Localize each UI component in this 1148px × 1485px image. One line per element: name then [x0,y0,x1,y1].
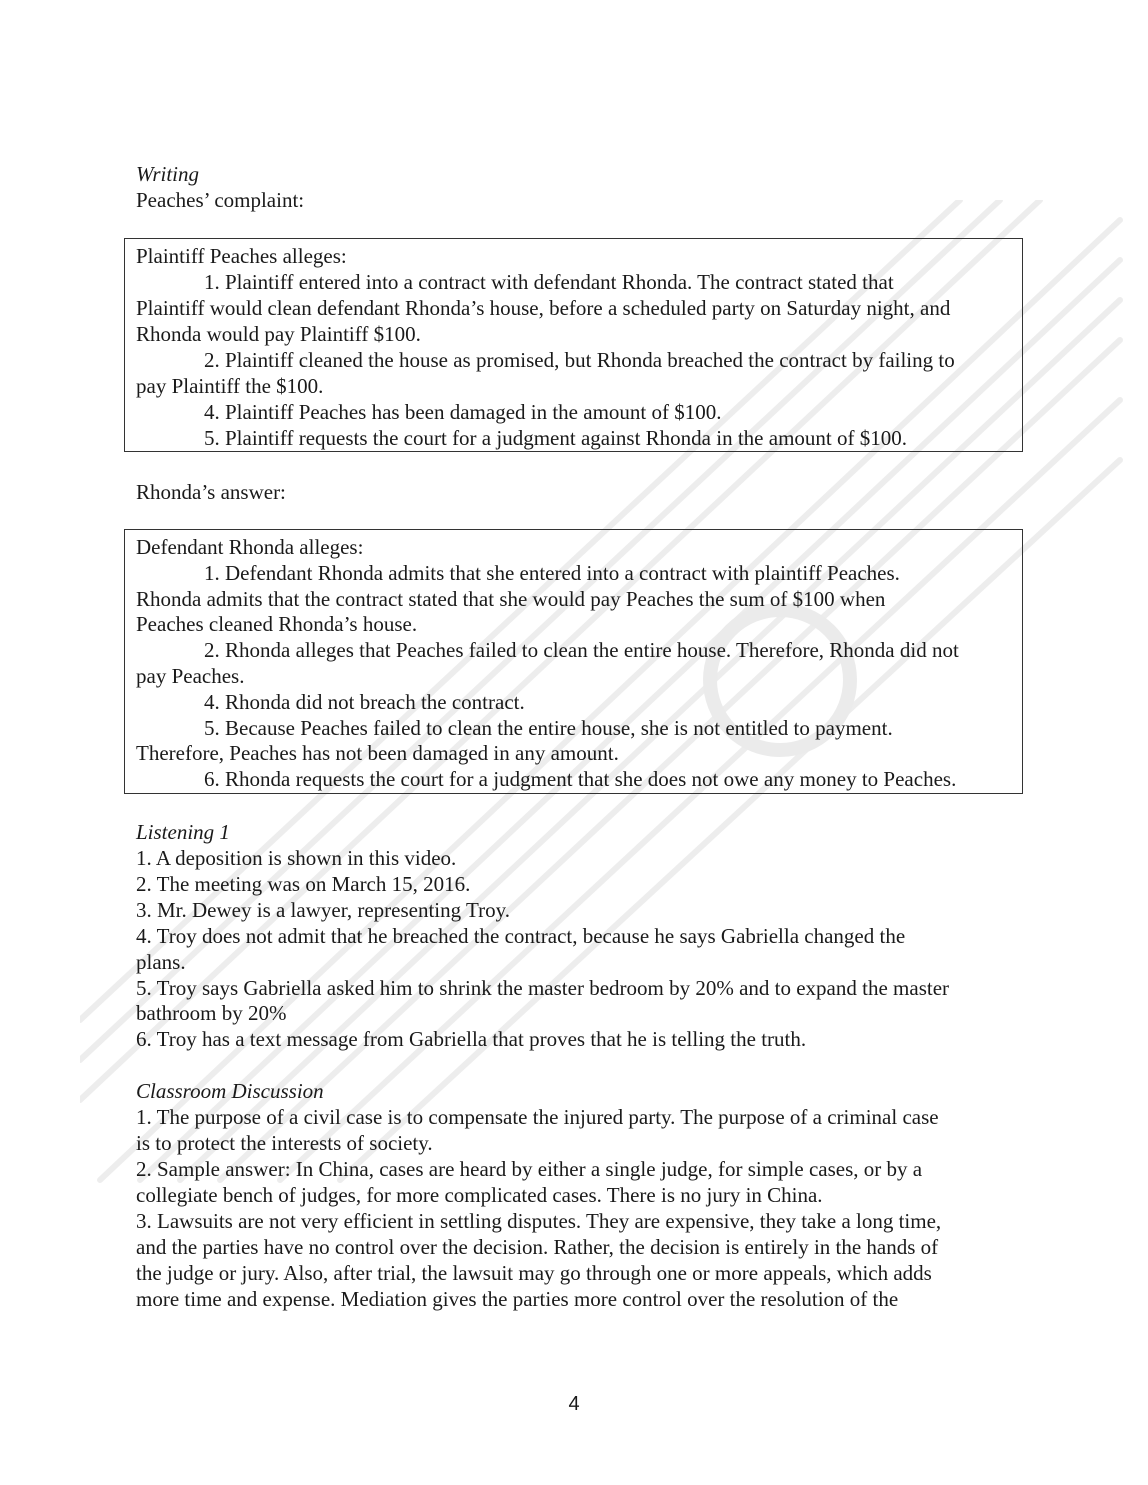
answer-box [124,529,1023,794]
discussion-item: collegiate bench of judges, for more complicated cases. There is no jury in China. [136,1183,823,1207]
listening-heading: Listening 1 [136,820,230,844]
listening-item: 2. The meeting was on March 15, 2016. [136,872,471,896]
answer-line: 6. Rhonda requests the court for a judgment that she does not owe any money to Peaches. [204,767,957,791]
discussion-item: is to protect the interests of society. [136,1131,433,1155]
complaint-line: 2. Plaintiff cleaned the house as promised, but Rhonda breached the contract by failing to [204,348,955,372]
listening-item: 3. Mr. Dewey is a lawyer, representing Troy. [136,898,510,922]
complaint-label: Peaches’ complaint: [136,188,305,212]
complaint-line: Plaintiff would clean defendant Rhonda’s house, before a scheduled party on Saturday night, and [136,296,951,320]
complaint-line: 1. Plaintiff entered into a contract with defendant Rhonda. The contract stated that [204,270,894,294]
listening-item: bathroom by 20% [136,1001,287,1025]
complaint-line: Plaintiff Peaches alleges: [136,244,347,268]
listening-item: 5. Troy says Gabriella asked him to shrink the master bedroom by 20% and to expand the master [136,976,950,1000]
answer-line: 4. Rhonda did not breach the contract. [204,690,525,714]
answer-line: Defendant Rhonda alleges: [136,535,364,559]
discussion-heading: Classroom Discussion [136,1079,324,1103]
listening-item: plans. [136,950,186,974]
discussion-item: 1. The purpose of a civil case is to compensate the injured party. The purpose of a criminal case [136,1105,939,1129]
discussion-item: and the parties have no control over the decision. Rather, the decision is entirely in the hands of [136,1235,939,1259]
answer-line: 2. Rhonda alleges that Peaches failed to clean the entire house. Therefore, Rhonda did not [204,638,959,662]
listening-item: 6. Troy has a text message from Gabriella that proves that he is telling the truth. [136,1027,807,1051]
answer-line: Rhonda admits that the contract stated that she would pay Peaches the sum of $100 when [136,587,886,611]
discussion-item: 2. Sample answer: In China, cases are heard by either a single judge, for simple cases, or by a [136,1157,923,1181]
answer-label: Rhonda’s answer: [136,480,286,504]
answer-line: 1. Defendant Rhonda admits that she entered into a contract with plaintiff Peaches. [204,561,900,585]
writing-heading: Writing [136,162,200,186]
page-number: 4 [568,1393,580,1415]
discussion-item: 3. Lawsuits are not very efficient in settling disputes. They are expensive, they take a long time, [136,1209,942,1233]
complaint-line: 4. Plaintiff Peaches has been damaged in the amount of $100. [204,400,722,424]
discussion-item: the judge or jury. Also, after trial, the lawsuit may go through one or more appeals, which adds [136,1261,932,1285]
answer-line: Therefore, Peaches has not been damaged in any amount. [136,741,619,765]
complaint-line: pay Plaintiff the $100. [136,374,324,398]
listening-item: 4. Troy does not admit that he breached the contract, because he says Gabriella changed the [136,924,906,948]
answer-line: pay Peaches. [136,664,245,688]
discussion-item: more time and expense. Mediation gives the parties more control over the resolution of the [136,1287,899,1311]
answer-line: Peaches cleaned Rhonda’s house. [136,612,418,636]
complaint-line: 5. Plaintiff requests the court for a judgment against Rhonda in the amount of $100. [204,426,907,450]
listening-item: 1. A deposition is shown in this video. [136,846,457,870]
complaint-box [124,238,1023,452]
answer-line: 5. Because Peaches failed to clean the entire house, she is not entitled to payment. [204,716,893,740]
complaint-line: Rhonda would pay Plaintiff $100. [136,322,421,346]
